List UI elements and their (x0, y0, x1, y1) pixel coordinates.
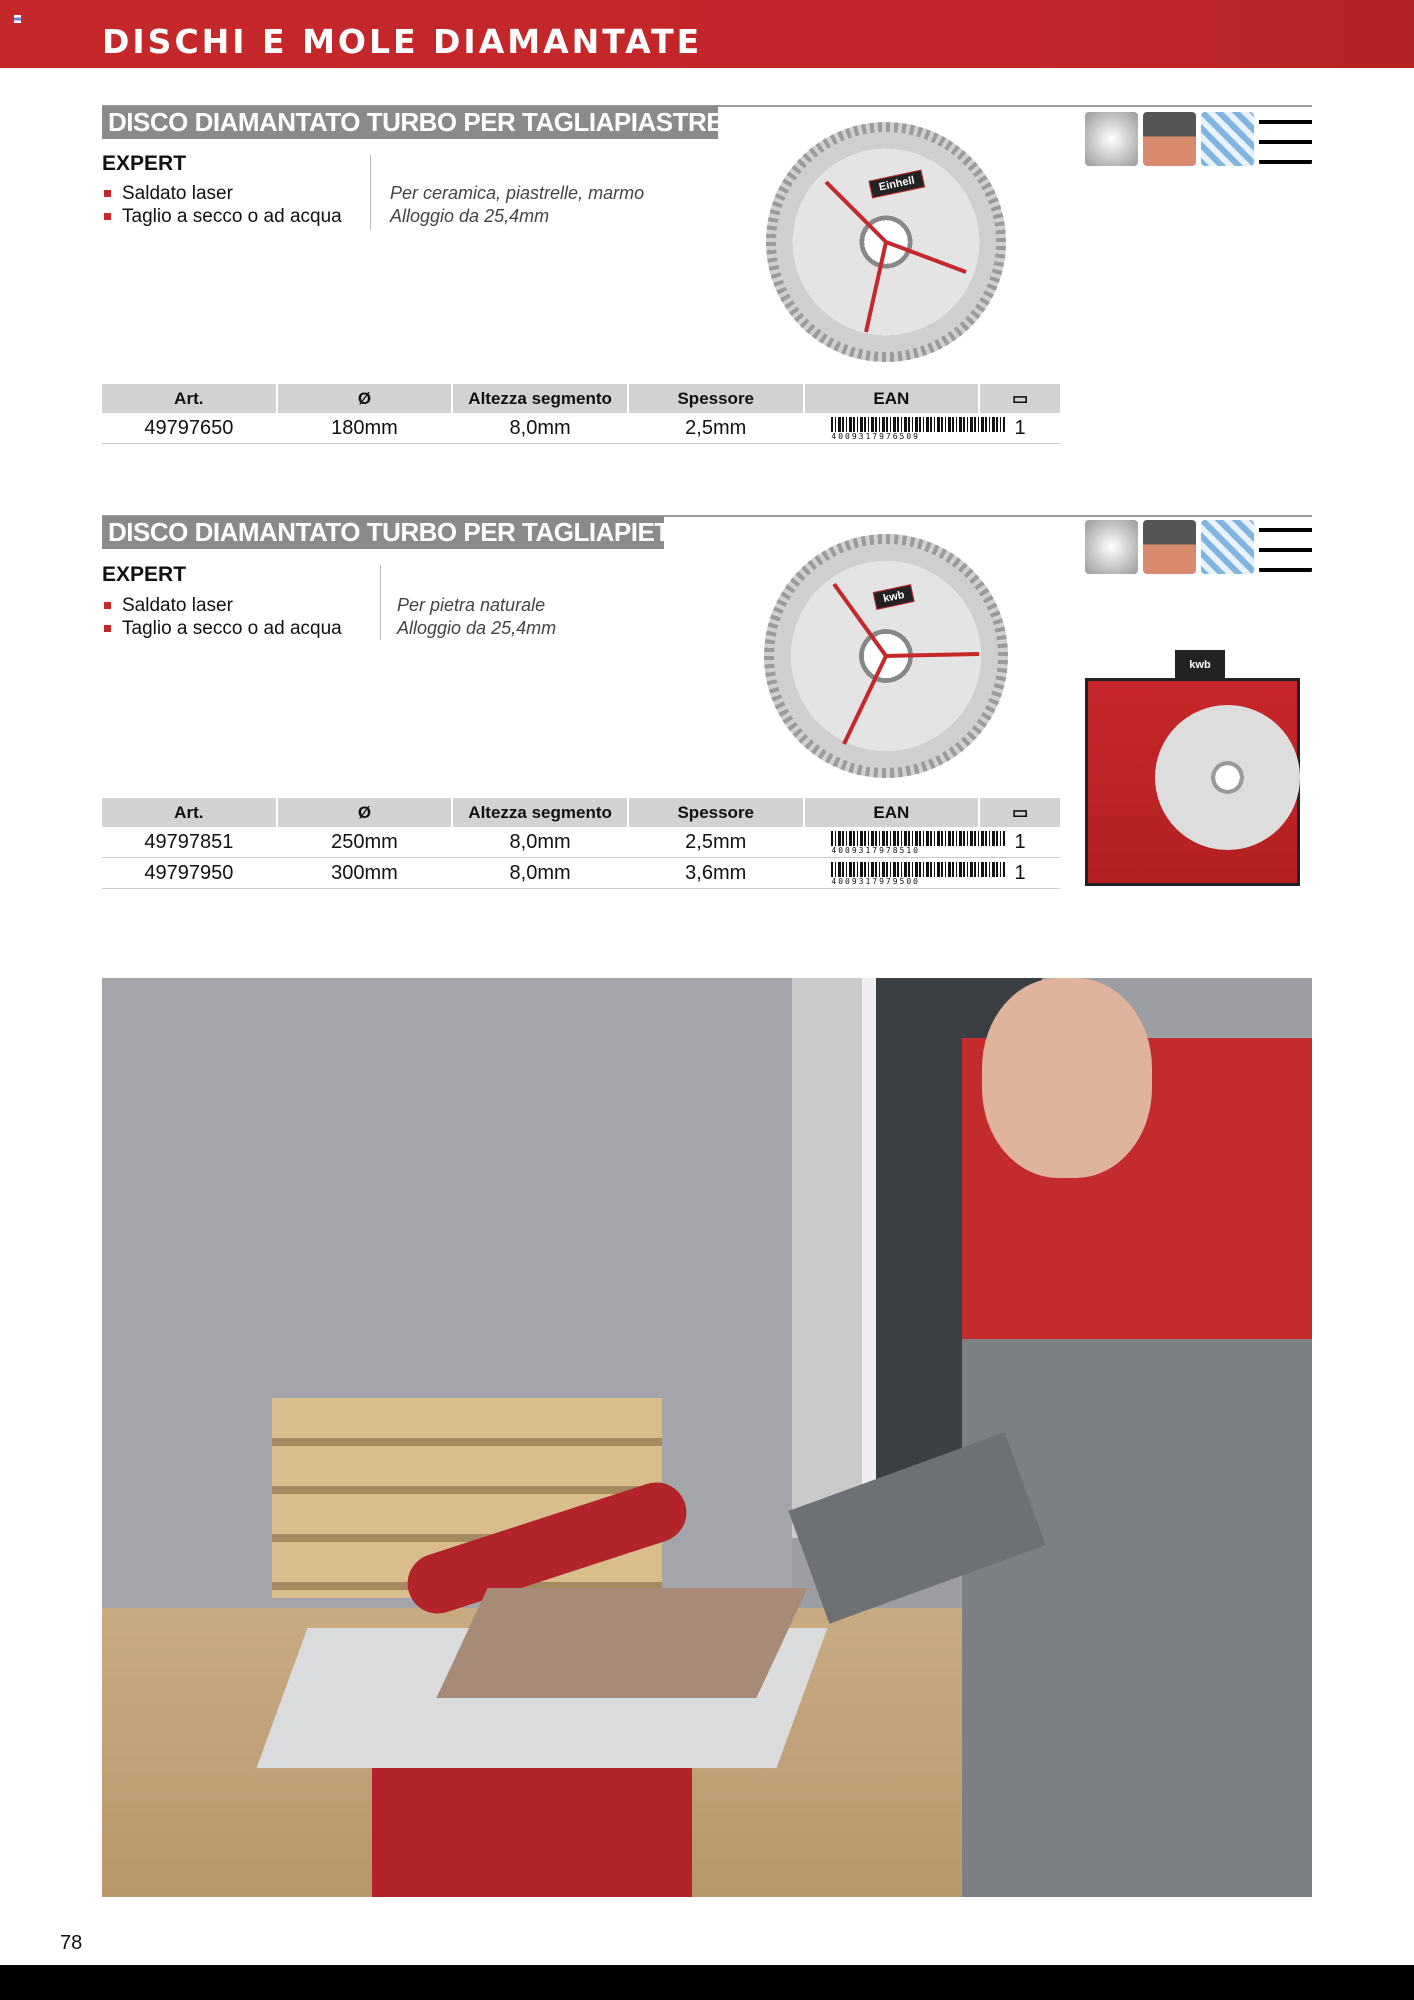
flag-icon (14, 15, 21, 23)
grade-label: EXPERT (102, 563, 187, 586)
col-header: Ø (278, 384, 452, 413)
product-image-disc (764, 534, 1008, 778)
product-table (102, 384, 1060, 444)
col-header: Altezza segmento (453, 798, 627, 827)
disc-brand-label: Einhell (869, 169, 926, 198)
cell-ean (805, 858, 979, 888)
feature-item: Saldato laser (102, 594, 342, 617)
tile-icon (1201, 520, 1254, 574)
page-header (0, 0, 1414, 68)
cell-segment: 8,0mm (509, 862, 571, 884)
cell-ean (805, 413, 979, 443)
feature-item: Taglio a secco o ad acqua (102, 617, 342, 640)
disc-brand-label: kwb (873, 584, 915, 610)
cell-thickness: 2,5mm (685, 417, 747, 439)
cell-qty: 1 (1014, 831, 1026, 853)
package-brand: kwb (1175, 650, 1225, 680)
cell-thickness: 2,5mm (685, 831, 747, 853)
material-icons (1085, 112, 1312, 166)
usage-line: Per pietra naturale (397, 595, 546, 615)
workshop-photo (102, 978, 1312, 1897)
usage-text (397, 594, 556, 640)
cell-thickness: 3,6mm (685, 862, 747, 884)
brick-icon (1143, 112, 1196, 166)
page-title: DISCHI E MOLE DIAMANTATE (102, 22, 703, 61)
tile-icon (1201, 112, 1254, 166)
table-row (102, 413, 1060, 444)
col-header: Ø (278, 798, 452, 827)
diamond-icon (1085, 520, 1138, 574)
barcode: 4009317979500 (831, 862, 951, 886)
cell-art: 49797650 (144, 417, 234, 439)
cell-qty: 1 (1014, 862, 1026, 884)
feature-item: Saldato laser (102, 182, 342, 205)
cell-art: 49797851 (144, 831, 234, 853)
feature-item: Taglio a secco o ad acqua (102, 205, 342, 228)
product-image-disc (766, 122, 1006, 362)
product-table (102, 798, 1060, 889)
divider (380, 565, 381, 640)
material-icons (1085, 520, 1312, 574)
page-number: 78 (60, 1932, 83, 1954)
col-header: EAN (805, 798, 979, 827)
cell-diameter: 180mm (331, 417, 398, 439)
usage-text (390, 182, 644, 228)
section-title: DISCO DIAMANTATO TURBO PER TAGLIAPIETRE (102, 516, 664, 549)
cell-qty: 1 (1014, 417, 1026, 439)
cell-diameter: 300mm (331, 862, 398, 884)
cell-art: 49797950 (144, 862, 234, 884)
tile-pattern-icon (1259, 112, 1312, 166)
package-icon: ▭ (980, 798, 1060, 827)
tile-pattern-icon (1259, 520, 1312, 574)
package-icon: ▭ (980, 384, 1060, 413)
table-row (102, 858, 1060, 889)
brick-icon (1143, 520, 1196, 574)
col-header: Altezza segmento (453, 384, 627, 413)
barcode: 4009317976509 (831, 417, 951, 441)
diamond-icon (1085, 112, 1138, 166)
cell-diameter: 250mm (331, 831, 398, 853)
cell-segment: 8,0mm (509, 831, 571, 853)
section-title: DISCO DIAMANTATO TURBO PER TAGLIAPIASTRELLE (102, 106, 718, 139)
col-header: Spessore (629, 798, 803, 827)
barcode: 4009317978510 (831, 831, 951, 855)
usage-line: Alloggio da 25,4mm (390, 206, 550, 226)
col-header: Spessore (629, 384, 803, 413)
table-row (102, 827, 1060, 858)
cell-segment: 8,0mm (509, 417, 571, 439)
col-header: Art. (102, 384, 276, 413)
feature-list (102, 594, 342, 640)
usage-line: Alloggio da 25,4mm (397, 618, 557, 638)
footer-bar (0, 1965, 1414, 2000)
feature-list (102, 182, 342, 228)
product-package-image (1085, 650, 1300, 886)
cell-ean (805, 827, 979, 857)
grade-label: EXPERT (102, 152, 187, 175)
divider (370, 155, 371, 230)
col-header: EAN (805, 384, 979, 413)
col-header: Art. (102, 798, 276, 827)
usage-line: Per ceramica, piastrelle, marmo (390, 183, 645, 203)
